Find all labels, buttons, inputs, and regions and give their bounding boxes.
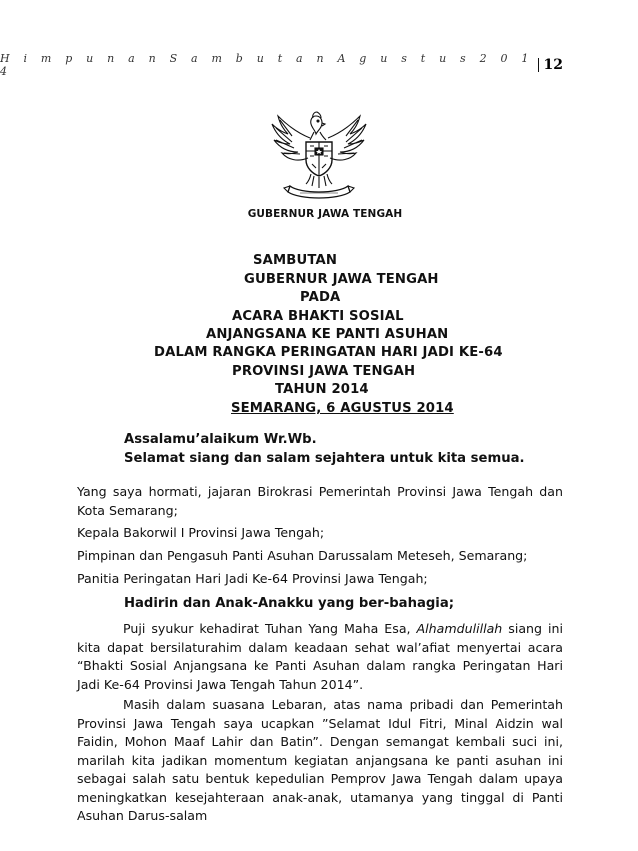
- header-separator: [538, 58, 539, 72]
- salutation-paragraph-1: Yang saya hormati, jajaran Birokrasi Pemerintah Provinsi Jawa Tengah dan Kota Semarang;: [77, 484, 563, 518]
- body-paragraph-2: Masih dalam suasana Lebaran, atas nama pribadi dan Pemerintah Provinsi Jawa Tengah saya ucapkan ”Selamat Idul Fitri, Minal Aidzin wal Faidin, Mohon Maaf Lahir dan Batin”. Dengan semangat kembali suci ini, marilah kita jadikan momentum kegiatan anjangsana ke panti asuhan ini sebagai salah satu bentuk kepedulian Pemprov Jawa Tengah dalam upaya meningkatkan kesejahteraan anak-anak, utamanya yang tinggal di Panti Asuhan Darus-salam: [77, 697, 563, 823]
- title-line-6: DALAM RANGKA PERINGATAN HARI JADI KE-64: [154, 345, 503, 360]
- title-line-3: PADA: [300, 290, 341, 305]
- salutation-paragraph-3: Pimpinan dan Pengasuh Panti Asuhan Darussalam Meteseh, Semarang;: [77, 548, 528, 563]
- body-paragraph-1-emphasis: Alhamdulillah: [416, 621, 503, 636]
- body-paragraph-1-part-a: Puji syukur kehadirat Tuhan Yang Maha Esa,: [123, 621, 417, 636]
- title-line-5: ANJANGSANA KE PANTI ASUHAN: [206, 327, 449, 342]
- greeting-salam: Assalamu’alaikum Wr.Wb.: [124, 432, 317, 447]
- salutation-paragraph-2: Kepala Bakorwil I Provinsi Jawa Tengah;: [77, 525, 325, 540]
- title-line-1: SAMBUTAN: [253, 253, 338, 268]
- running-header: [0, 52, 563, 78]
- title-line-2: GUBERNUR JAWA TENGAH: [244, 272, 439, 287]
- running-title: H i m p u n a n S a m b u t a n A g u s t u s 2 0 1 4: [0, 52, 534, 78]
- audience-greeting: Hadirin dan Anak-Anakku yang ber-bahagia;: [124, 596, 455, 611]
- title-line-8: TAHUN 2014: [275, 382, 369, 397]
- body-paragraph-1: [77, 620, 563, 694]
- garuda-emblem-icon: [266, 108, 372, 204]
- title-line-9: SEMARANG, 6 AGUSTUS 2014: [231, 401, 454, 416]
- title-line-7: PROVINSI JAWA TENGAH: [232, 364, 416, 379]
- office-label: GUBERNUR JAWA TENGAH: [247, 208, 403, 220]
- title-line-4: ACARA BHAKTI SOSIAL: [232, 309, 404, 324]
- body-paragraph-1-part-b: siang ini kita dapat bersilaturahim dalam keadaan sehat wal’afiat menyertai acara “Bhakti Sosial Anjangsana ke Panti Asuhan dalam rangka Peringatan Hari Jadi Ke-64 Provinsi Jawa Tengah Tahun 2014”.: [77, 621, 563, 692]
- greeting-welcome: Selamat siang dan salam sejahtera untuk kita semua.: [124, 451, 525, 466]
- salutation-paragraph-4: Panitia Peringatan Hari Jadi Ke-64 Provinsi Jawa Tengah;: [77, 571, 428, 586]
- page-number: 12: [543, 57, 563, 73]
